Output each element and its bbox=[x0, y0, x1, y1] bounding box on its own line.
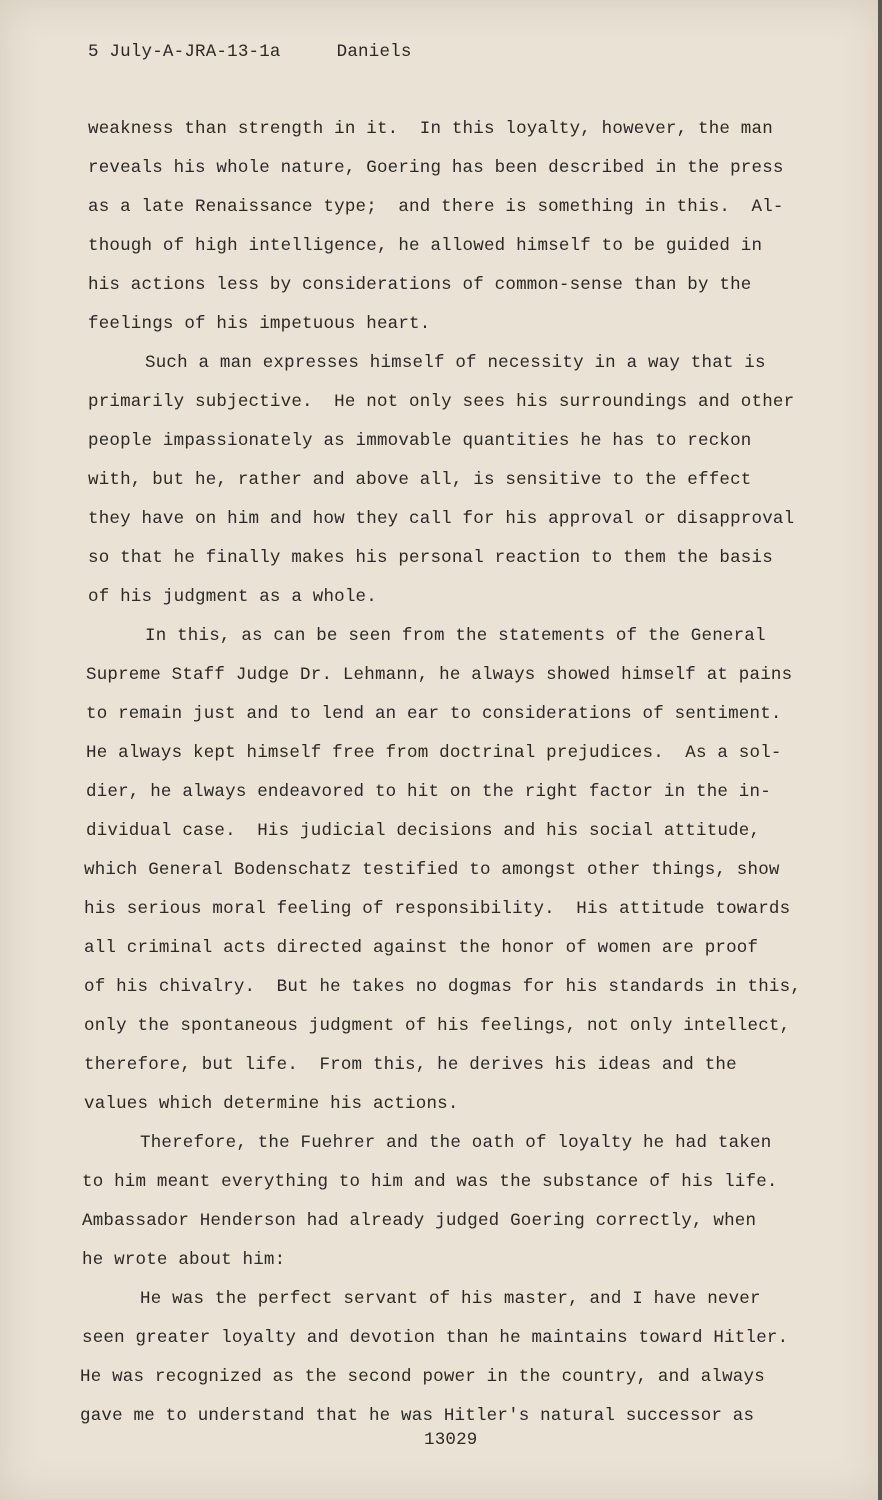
text-line: In this, as can be seen from the statements of the General bbox=[145, 626, 766, 646]
text-line: He was the perfect servant of his master, and I have never bbox=[140, 1289, 761, 1309]
text-line: gave me to understand that he was Hitler's natural successor as bbox=[80, 1406, 755, 1426]
text-line: feelings of his impetuous heart. bbox=[88, 314, 431, 334]
text-line: to him meant everything to him and was the substance of his life. bbox=[82, 1172, 778, 1192]
text-line: of his judgment as a whole. bbox=[88, 587, 377, 607]
text-line: seen greater loyalty and devotion than he maintains toward Hitler. bbox=[82, 1328, 789, 1348]
text-line: reveals his whole nature, Goering has been described in the press bbox=[88, 158, 784, 178]
text-line: Such a man expresses himself of necessity in a way that is bbox=[145, 353, 766, 373]
text-line: weakness than strength in it. In this loyalty, however, the man bbox=[88, 119, 773, 139]
text-line: dividual case. His judicial decisions and his social attitude, bbox=[86, 821, 761, 841]
text-line: his actions less by considerations of common-sense than by the bbox=[88, 275, 752, 295]
text-line: with, but he, rather and above all, is sensitive to the effect bbox=[88, 470, 752, 490]
page-header bbox=[88, 40, 412, 64]
text-line: only the spontaneous judgment of his feelings, not only intellect, bbox=[84, 1016, 791, 1036]
text-line: all criminal acts directed against the honor of women are proof bbox=[84, 938, 759, 958]
text-line: therefore, but life. From this, he derives his ideas and the bbox=[84, 1055, 737, 1075]
text-line: dier, he always endeavored to hit on the right factor in the in- bbox=[86, 782, 771, 802]
text-line: He always kept himself free from doctrinal prejudices. As a sol- bbox=[86, 743, 782, 763]
author-name: Daniels bbox=[336, 42, 412, 62]
text-line: Ambassador Henderson had already judged Goering correctly, when bbox=[82, 1211, 757, 1231]
text-line: they have on him and how they call for his approval or disapproval bbox=[88, 509, 795, 529]
text-line: though of high intelligence, he allowed himself to be guided in bbox=[88, 236, 763, 256]
page-edge bbox=[878, 0, 882, 1500]
text-line: Therefore, the Fuehrer and the oath of loyalty he had taken bbox=[140, 1133, 772, 1153]
text-line: he wrote about him: bbox=[82, 1250, 286, 1270]
text-line: people impassionately as immovable quantities he has to reckon bbox=[88, 431, 752, 451]
text-line: to remain just and to lend an ear to considerations of sentiment. bbox=[86, 704, 782, 724]
text-line: He was recognized as the second power in the country, and always bbox=[80, 1367, 765, 1387]
text-line: which General Bodenschatz testified to amongst other things, show bbox=[84, 860, 780, 880]
text-line: primarily subjective. He not only sees his surroundings and other bbox=[88, 392, 795, 412]
text-line: Supreme Staff Judge Dr. Lehmann, he always showed himself at pains bbox=[86, 665, 793, 685]
text-line: of his chivalry. But he takes no dogmas for his standards in this, bbox=[84, 977, 802, 997]
text-line: his serious moral feeling of responsibility. His attitude towards bbox=[84, 899, 791, 919]
text-line: values which determine his actions. bbox=[84, 1094, 459, 1114]
page-number: 13029 bbox=[424, 1430, 478, 1450]
document-reference: 5 July-A-JRA-13-1a bbox=[88, 42, 281, 62]
text-line: so that he finally makes his personal reaction to them the basis bbox=[88, 548, 773, 568]
text-line: as a late Renaissance type; and there is something in this. Al- bbox=[88, 197, 784, 217]
